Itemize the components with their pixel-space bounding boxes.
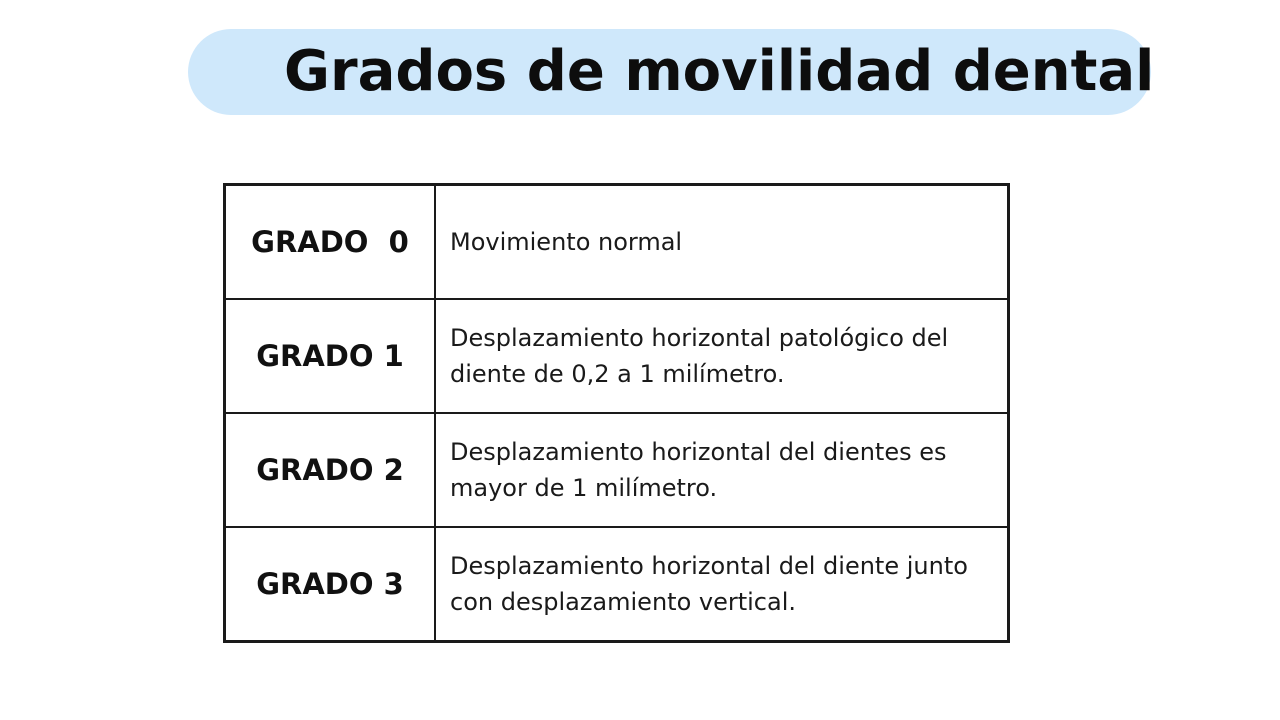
mobility-grades-table — [223, 183, 1010, 643]
grade-description: Desplazamiento horizontal del diente junto con desplazamiento vertical. — [435, 527, 1009, 642]
grade-description: Desplazamiento horizontal del dientes es mayor de 1 milímetro. — [435, 413, 1009, 527]
table-row — [225, 185, 1009, 300]
grade-label: GRADO 0 — [225, 185, 436, 300]
table-row — [225, 413, 1009, 527]
grade-label: GRADO 3 — [225, 527, 436, 642]
table-row — [225, 527, 1009, 642]
table-row — [225, 299, 1009, 413]
grade-description: Desplazamiento horizontal patológico del diente de 0,2 a 1 milímetro. — [435, 299, 1009, 413]
grade-label: GRADO 2 — [225, 413, 436, 527]
grade-description: Movimiento normal — [435, 185, 1009, 300]
page-title: Grados de movilidad dental — [284, 39, 1155, 104]
grade-label: GRADO 1 — [225, 299, 436, 413]
